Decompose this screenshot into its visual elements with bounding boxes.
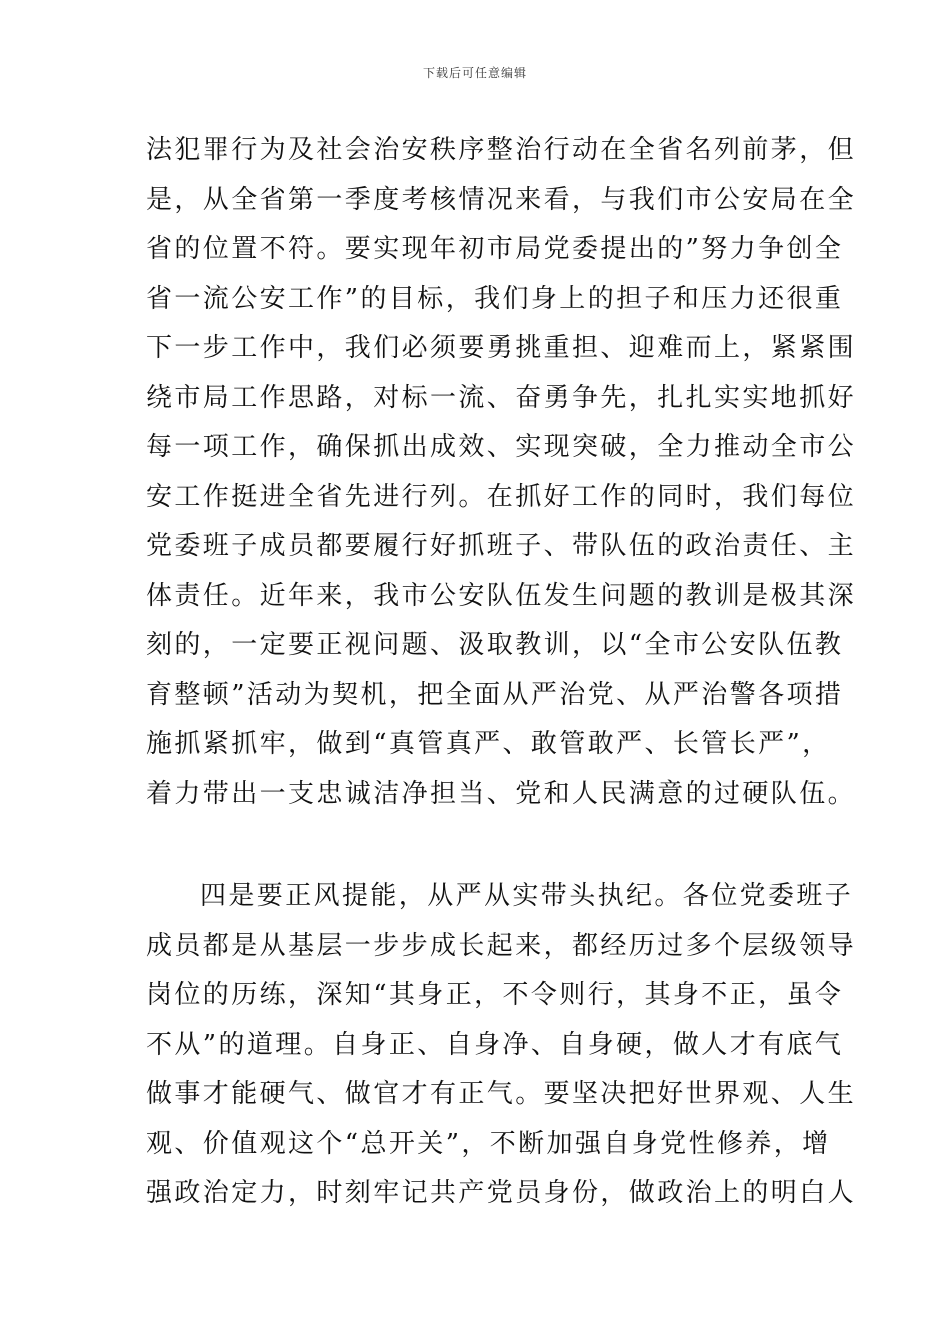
page-header: 下载后可任意编辑 [422,66,527,80]
text-line: 做事才能硬气、做官才有正气。要坚决把好世界观、人生 [146,1079,857,1109]
text-line: 着力带出一支忠诚洁净担当、党和人民满意的过硬队伍。 [146,778,857,809]
paragraph-1 [146,126,856,819]
text-line: 每一项工作，确保抓出成效、实现突破，全力推动全市公 [146,432,857,462]
text-line: 是，从全省第一季度考核情况来看，与我们市公安局在全 [146,184,857,215]
text-line: 法犯罪行为及社会治安秩序整治行动在全省名列前茅，但 [146,135,857,165]
text-line: 体责任。近年来，我市公安队伍发生问题的教训是极其深 [146,580,857,611]
text-line: 安工作挺进全省先进行列。在抓好工作的同时，我们每位 [146,481,857,512]
text-line: 党委班子成员都要履行好抓班子、带队伍的政治责任、主 [146,531,857,561]
text-line: 刻的，一定要正视问题、汲取教训，以“全市公安队伍教 [146,630,844,660]
text-line: 岗位的历练，深知“其身正，不令则行，其身不正，虽令 [146,980,844,1010]
text-line: 观、价值观这个“总开关”，不断加强自身党性修养，增 [146,1128,831,1159]
text-line: 育整顿”活动为契机，把全面从严治党、从严治警各项措 [146,679,844,710]
text-line-first-indented: 四是要正风提能，从严从实带头执纪。各位党委班子 [200,881,854,911]
paragraph-2 [146,872,856,1219]
text-line: 绕市局工作思路，对标一流、奋勇争先，扎扎实实地抓好 [146,382,857,413]
text-line: 强政治定力，时刻牢记共产党员身份，做政治上的明白人 [146,1178,857,1208]
text-line: 省的位置不符。要实现年初市局党委提出的”努力争创全 [146,234,844,264]
text-line: 下一步工作中，我们必须要勇挑重担、迎难而上，紧紧围 [146,333,857,363]
text-line: 不从”的道理。自身正、自身净、自身硬，做人才有底气 [146,1029,844,1060]
text-line: 省一流公安工作”的目标，我们身上的担子和压力还很重 [146,283,844,314]
text-line: 施抓紧抓牢，做到“真管真严、敢管敢严、长管长严”， [146,729,831,759]
text-line: 成员都是从基层一步步成长起来，都经历过多个层级领导 [146,930,857,961]
